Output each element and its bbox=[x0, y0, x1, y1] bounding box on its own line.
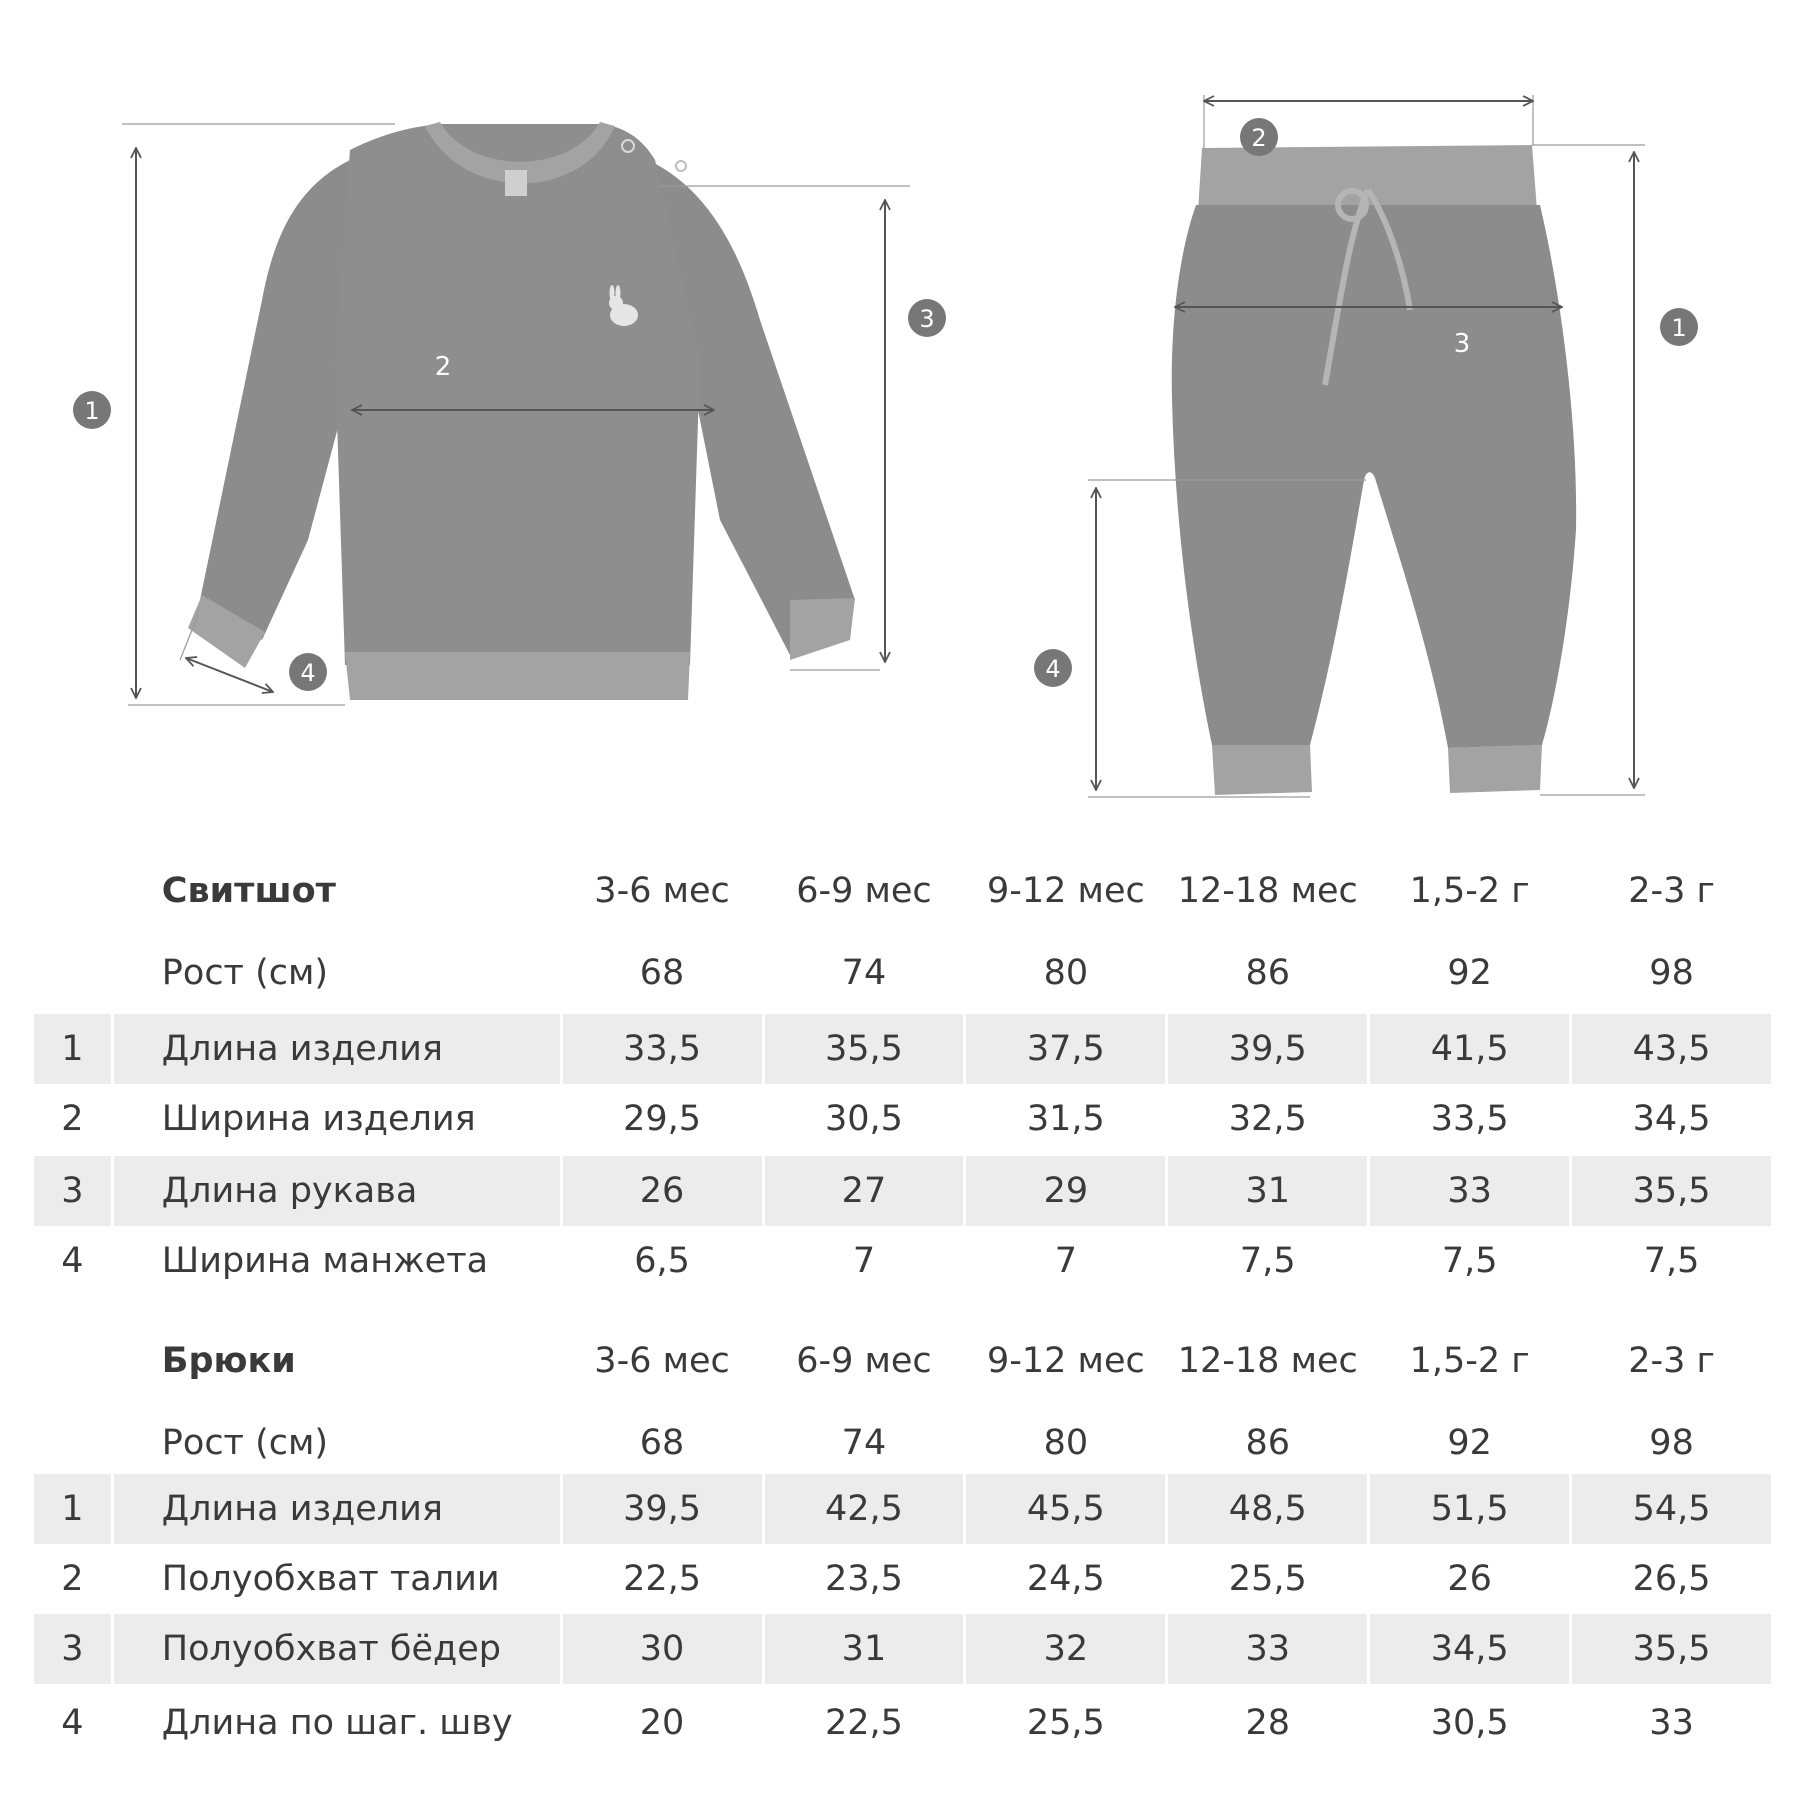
pants-right-cuff bbox=[1448, 745, 1542, 793]
svg-text:1: 1 bbox=[1671, 314, 1687, 342]
sweatshirt-body bbox=[335, 124, 700, 665]
pants-hip-label: 3 bbox=[1453, 329, 1471, 359]
table-cell: 22,5 bbox=[824, 1703, 903, 1743]
pants-marker-2 bbox=[1240, 118, 1278, 156]
table-cell: 23,5 bbox=[824, 1559, 903, 1599]
row-number: 4 bbox=[61, 1241, 84, 1281]
table-cell: 33,5 bbox=[1430, 1099, 1509, 1139]
height-value: 68 bbox=[639, 953, 685, 993]
table-cell: 33,5 bbox=[563, 1014, 762, 1084]
table-cell: 29,5 bbox=[623, 1099, 702, 1139]
pants-marker-1 bbox=[1660, 308, 1698, 346]
row-number: 2 bbox=[61, 1559, 84, 1599]
table-cell: 26,5 bbox=[1632, 1559, 1711, 1599]
size-label: 6-9 мес bbox=[796, 871, 932, 911]
table-cell: 42,5 bbox=[765, 1474, 964, 1544]
sweatshirt-header-row bbox=[34, 856, 1771, 926]
shoulder-button bbox=[676, 161, 686, 171]
size-label: 9-12 мес bbox=[986, 1341, 1145, 1381]
sweatshirt-marker-4 bbox=[289, 653, 327, 691]
table-cell: 7,5 bbox=[1643, 1241, 1700, 1281]
sweatshirt-right-cuff bbox=[790, 598, 855, 660]
table-row bbox=[34, 1544, 1771, 1614]
row-name: Ширина изделия bbox=[161, 1099, 476, 1139]
pants-left-cuff bbox=[1212, 745, 1312, 795]
table-cell: 33 bbox=[1168, 1614, 1367, 1684]
svg-text:1: 1 bbox=[84, 397, 100, 425]
size-label: 3-6 мес bbox=[594, 871, 730, 911]
table-cell: 39,5 bbox=[1168, 1014, 1367, 1084]
table-cell: 30,5 bbox=[1430, 1703, 1509, 1743]
height-value: 74 bbox=[841, 953, 887, 993]
row-number: 1 bbox=[34, 1474, 111, 1544]
table-cell: 7 bbox=[1054, 1241, 1077, 1281]
table-cell: 43,5 bbox=[1572, 1014, 1771, 1084]
height-value: 68 bbox=[639, 1423, 685, 1463]
table-cell: 31 bbox=[1168, 1156, 1367, 1226]
table-cell: 7,5 bbox=[1441, 1241, 1498, 1281]
table-cell: 7,5 bbox=[1239, 1241, 1296, 1281]
row-name: Полуобхват талии bbox=[161, 1559, 500, 1599]
size-label: 6-9 мес bbox=[796, 1341, 932, 1381]
sweatshirt-height-row bbox=[34, 938, 1771, 1008]
size-label: 3-6 мес bbox=[594, 1341, 730, 1381]
size-label: 2-3 г bbox=[1628, 871, 1715, 911]
table-cell: 32 bbox=[966, 1614, 1165, 1684]
table-cell: 33 bbox=[1649, 1703, 1694, 1743]
table-row bbox=[34, 1688, 1771, 1758]
table-cell: 29 bbox=[966, 1156, 1165, 1226]
table-cell: 51,5 bbox=[1370, 1474, 1569, 1544]
pants-marker-4 bbox=[1034, 649, 1072, 687]
table-row bbox=[34, 1156, 1771, 1226]
height-value: 92 bbox=[1447, 953, 1492, 993]
table-cell: 25,5 bbox=[1228, 1559, 1307, 1599]
height-value: 98 bbox=[1649, 1423, 1694, 1463]
pants-header-row bbox=[34, 1326, 1771, 1396]
table-cell: 30 bbox=[563, 1614, 762, 1684]
pants-body bbox=[1172, 205, 1576, 748]
table-row bbox=[34, 1226, 1771, 1296]
sweatshirt-marker-3 bbox=[908, 299, 946, 337]
sweatshirt-marker-1 bbox=[73, 391, 111, 429]
table-cell: 31,5 bbox=[1026, 1099, 1105, 1139]
table-cell: 32,5 bbox=[1228, 1099, 1307, 1139]
size-label: 9-12 мес bbox=[986, 871, 1145, 911]
height-value: 74 bbox=[841, 1423, 887, 1463]
garment-diagram bbox=[0, 0, 1801, 860]
svg-text:4: 4 bbox=[1045, 655, 1061, 683]
height-value: 80 bbox=[1043, 953, 1089, 993]
row-number: 4 bbox=[61, 1703, 84, 1743]
table-cell: 45,5 bbox=[966, 1474, 1165, 1544]
sweatshirt-width-label: 2 bbox=[434, 352, 452, 382]
table-cell: 37,5 bbox=[966, 1014, 1165, 1084]
table-cell: 24,5 bbox=[1026, 1559, 1105, 1599]
table-cell: 34,5 bbox=[1370, 1614, 1569, 1684]
height-value: 92 bbox=[1447, 1423, 1492, 1463]
table-cell: 26 bbox=[563, 1156, 762, 1226]
table-cell: 41,5 bbox=[1370, 1014, 1569, 1084]
table-cell: 25,5 bbox=[1026, 1703, 1105, 1743]
table-cell: 54,5 bbox=[1572, 1474, 1771, 1544]
row-number: 2 bbox=[61, 1099, 84, 1139]
height-label: Рост (см) bbox=[161, 953, 329, 993]
row-number: 3 bbox=[34, 1156, 111, 1226]
table-cell: 22,5 bbox=[623, 1559, 702, 1599]
height-value: 80 bbox=[1043, 1423, 1089, 1463]
row-name: Длина изделия bbox=[114, 1014, 560, 1084]
pants-title: Брюки bbox=[161, 1341, 296, 1381]
height-label: Рост (см) bbox=[161, 1423, 329, 1463]
table-cell: 35,5 bbox=[765, 1014, 964, 1084]
table-cell: 30,5 bbox=[824, 1099, 903, 1139]
table-cell: 27 bbox=[765, 1156, 964, 1226]
row-name: Полуобхват бёдер bbox=[114, 1614, 560, 1684]
height-value: 86 bbox=[1245, 1423, 1291, 1463]
table-cell: 28 bbox=[1245, 1703, 1291, 1743]
row-name: Длина изделия bbox=[114, 1474, 560, 1544]
row-number: 1 bbox=[34, 1014, 111, 1084]
svg-text:2: 2 bbox=[1251, 124, 1267, 152]
table-cell: 35,5 bbox=[1572, 1614, 1771, 1684]
table-row bbox=[34, 1014, 1771, 1084]
size-label: 1,5-2 г bbox=[1409, 1341, 1530, 1381]
table-cell: 7 bbox=[852, 1241, 876, 1281]
row-number: 3 bbox=[34, 1614, 111, 1684]
size-label: 1,5-2 г bbox=[1409, 871, 1530, 911]
table-cell: 31 bbox=[765, 1614, 964, 1684]
table-cell: 33 bbox=[1370, 1156, 1569, 1226]
sweatshirt-drawing bbox=[73, 122, 946, 705]
row-name: Длина по шаг. шву bbox=[161, 1703, 513, 1743]
table-row bbox=[34, 1084, 1771, 1154]
table-cell: 26 bbox=[1447, 1559, 1492, 1599]
svg-text:4: 4 bbox=[300, 659, 316, 687]
table-row bbox=[34, 1474, 1771, 1544]
sweatshirt-left-sleeve bbox=[200, 160, 350, 640]
table-cell: 6,5 bbox=[634, 1241, 690, 1281]
table-row bbox=[34, 1614, 1771, 1684]
size-label: 2-3 г bbox=[1628, 1341, 1715, 1381]
pants-drawing bbox=[1034, 95, 1698, 797]
size-label: 12-18 мес bbox=[1177, 1341, 1358, 1381]
row-name: Длина рукава bbox=[114, 1156, 560, 1226]
svg-text:3: 3 bbox=[919, 305, 935, 333]
height-value: 86 bbox=[1245, 953, 1291, 993]
table-cell: 20 bbox=[639, 1703, 685, 1743]
size-label: 12-18 мес bbox=[1177, 871, 1358, 911]
sweatshirt-title: Свитшот bbox=[161, 871, 336, 911]
table-cell: 34,5 bbox=[1632, 1099, 1711, 1139]
height-value: 98 bbox=[1649, 953, 1694, 993]
size-tag bbox=[505, 170, 527, 196]
table-cell: 48,5 bbox=[1168, 1474, 1367, 1544]
row-name: Ширина манжета bbox=[161, 1241, 489, 1281]
pants-height-row bbox=[34, 1408, 1771, 1478]
table-cell: 35,5 bbox=[1572, 1156, 1771, 1226]
sweatshirt-hem bbox=[345, 652, 690, 700]
table-cell: 39,5 bbox=[563, 1474, 762, 1544]
